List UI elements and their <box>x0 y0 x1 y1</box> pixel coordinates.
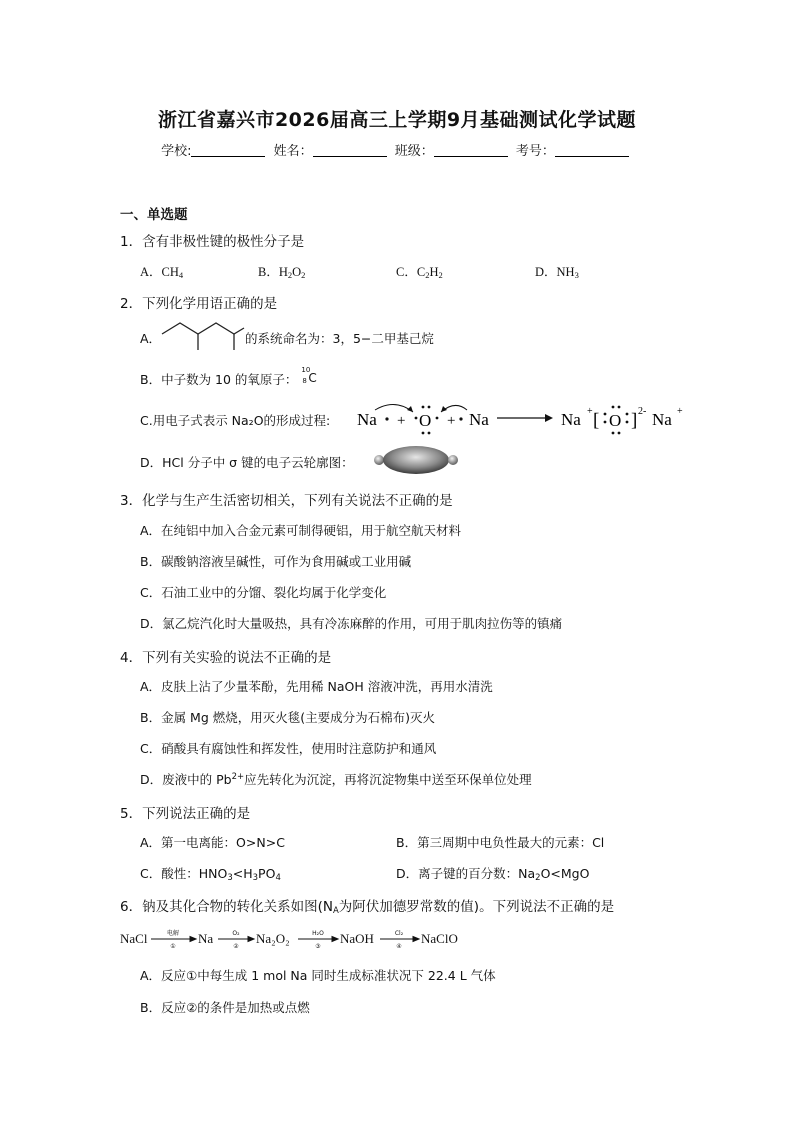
q5-c-mid: <H <box>232 866 253 881</box>
q2-option-a-label[interactable]: A． <box>140 331 162 346</box>
q1-c-text: C．C <box>396 265 426 279</box>
q6-stem-pre: 6．钠及其化合物的转化关系如图(N <box>120 899 333 915</box>
scheme-naoh: NaOH <box>340 931 374 946</box>
sodium-conversion-scheme <box>118 924 478 954</box>
sigma-bond-cloud-diagram <box>371 444 461 476</box>
q4-stem: 4．下列有关实验的说法不正确的是 <box>120 650 332 666</box>
q1-d-text: D．NH <box>535 265 575 279</box>
product-na-1: Na <box>561 410 581 429</box>
q6-stem-post: 为阿伏加德罗常数的值)。下列说法不正确的是 <box>338 899 615 915</box>
cond-2: O₂ <box>232 930 240 937</box>
scheme-naclo: NaClO <box>421 931 458 946</box>
q6-option-a[interactable]: A．反应①中每生成 1 mol Na 同时生成标准状况下 22.4 L 气体 <box>140 968 496 983</box>
svg-text:[: [ <box>593 410 600 431</box>
q1-b-sub1: 2 <box>287 270 293 280</box>
eq-oxygen: O <box>419 411 432 430</box>
step-1: ① <box>170 943 176 950</box>
q2-option-d[interactable]: D．HCl 分子中 σ 键的电子云轮廓图： <box>140 455 354 470</box>
name-label: 姓名： <box>273 144 313 159</box>
q2-option-a-text: 的系统命名为：3，5−二甲基己烷 <box>245 331 434 346</box>
q2-option-b[interactable] <box>140 366 317 388</box>
q2-option-c[interactable]: C.用电子式表示 Na₂O的形成过程: <box>140 413 331 428</box>
q1-c-sub2: 2 <box>438 270 443 280</box>
q6-stem-sub: A <box>332 906 339 916</box>
q5-option-d[interactable] <box>396 864 589 883</box>
q5-c-pre: C．酸性：HNO <box>140 866 228 881</box>
page-title: 浙江省嘉兴市2026届高三上学期9月基础测试化学试题 <box>157 109 637 131</box>
product-na-charge: + <box>587 406 593 417</box>
scheme-na: Na <box>198 931 214 946</box>
q1-c-sub1: 2 <box>425 270 430 280</box>
exam-number-label: 考号： <box>515 144 555 159</box>
q1-stem: 1．含有非极性键的极性分子是 <box>120 234 305 250</box>
q3-option-c[interactable]: C．石油工业中的分馏、裂化均属于化学变化 <box>140 585 387 600</box>
step-4: ④ <box>396 943 402 950</box>
q6-option-b[interactable]: B．反应②的条件是加热或点燃 <box>140 1000 310 1015</box>
class-label: 班级： <box>394 144 434 159</box>
q3-stem: 3．化学与生产生活密切相关，下列有关说法不正确的是 <box>120 493 453 509</box>
q5-d-pre: D．离子键的百分数：Na <box>396 866 536 881</box>
student-info-line <box>0 140 794 159</box>
eq-plus-2: + <box>447 413 456 429</box>
q1-a-sub: 4 <box>178 270 184 280</box>
section-heading: 一、单选题 <box>120 207 188 223</box>
q5-d-sub: 2 <box>535 873 541 883</box>
q1-a-text: A．CH <box>140 265 179 279</box>
q5-c-sub2: 3 <box>252 873 259 883</box>
cond-4: Cl₂ <box>394 930 404 937</box>
q5-option-c[interactable] <box>140 864 281 883</box>
nuclide-notation <box>301 366 317 386</box>
q6-stem <box>120 895 614 916</box>
cond-3: H₂O <box>312 930 324 937</box>
q1-d-sub: 3 <box>574 270 579 280</box>
q4-option-a[interactable]: A．皮肤上沾了少量苯酚，先用稀 NaOH 溶液冲洗，再用水清洗 <box>140 679 493 694</box>
q5-c-mid2: PO <box>258 866 276 881</box>
scheme-na2o2: Na₂O₂ <box>256 931 290 946</box>
step-2: ② <box>233 943 239 950</box>
q5-option-a[interactable]: A．第一电离能：O>N>C <box>140 835 285 850</box>
q5-c-sub1: 3 <box>227 873 233 883</box>
school-label: 学校: <box>161 144 192 159</box>
q1-b-sub2: 2 <box>301 270 306 280</box>
electron-dot-formation-diagram <box>355 396 685 438</box>
q1-option-b[interactable] <box>258 262 305 280</box>
product-na-2: Na <box>652 410 672 429</box>
q5-option-b[interactable]: B．第三周期中电负性最大的元素：Cl <box>396 835 605 850</box>
q4-d-pre: D．废液中的 Pb <box>140 772 232 787</box>
q1-option-a[interactable] <box>140 262 183 280</box>
q5-d-post: O<MgO <box>540 866 590 881</box>
q2-stem: 2．下列化学用语正确的是 <box>120 296 278 312</box>
q1-option-d[interactable] <box>535 262 579 280</box>
q1-c-mid: H <box>429 265 439 279</box>
eq-plus-1: + <box>397 413 406 429</box>
q4-d-sup: 2+ <box>231 772 245 782</box>
q4-option-c[interactable]: C．硝酸具有腐蚀性和挥发性，使用时注意防护和通风 <box>140 741 437 756</box>
q3-option-a[interactable]: A．在纯铝中加入合金元素可制得硬铝，用于航空航天材料 <box>140 523 462 538</box>
product-oxide-charge: 2- <box>638 406 647 417</box>
school-blank[interactable] <box>191 144 265 157</box>
class-blank[interactable] <box>434 144 508 157</box>
q4-d-post: 应先转化为沉淀，再将沉淀物集中送至环保单位处理 <box>244 772 532 787</box>
q4-option-d[interactable] <box>140 770 532 788</box>
exam-number-blank[interactable] <box>555 144 629 157</box>
skeletal-structure-diagram <box>160 320 246 352</box>
name-blank[interactable] <box>313 144 387 157</box>
eq-na-1: Na <box>357 410 377 429</box>
product-na2-charge: + <box>677 406 683 417</box>
element-symbol: C <box>308 371 317 385</box>
q1-b-text: B．H <box>258 265 288 279</box>
step-3: ③ <box>315 943 321 950</box>
q1-option-c[interactable] <box>396 262 443 280</box>
q4-option-b[interactable]: B．金属 Mg 燃烧，用灭火毯(主要成分为石棉布)灭火 <box>140 710 435 725</box>
q1-b-mid: O <box>292 265 302 279</box>
svg-text:]: ] <box>631 410 638 431</box>
q5-stem: 5．下列说法正确的是 <box>120 806 251 822</box>
cond-1: 电解 <box>166 930 180 937</box>
scheme-nacl: NaCl <box>120 931 148 946</box>
q3-option-b[interactable]: B．碳酸钠溶液呈碱性，可作为食用碱或工业用碱 <box>140 554 412 569</box>
q2-b-text: B．中子数为 10 的氧原子： <box>140 372 298 387</box>
product-oxygen: O <box>609 411 622 430</box>
q3-option-d[interactable]: D．氯乙烷汽化时大量吸热，具有冷冻麻醉的作用，可用于肌肉拉伤等的镇痛 <box>140 616 563 631</box>
atomic-number: 8 <box>302 377 307 385</box>
eq-na-2: Na <box>469 410 489 429</box>
q5-c-sub3: 4 <box>275 873 281 883</box>
mass-number: 10 <box>301 366 311 374</box>
